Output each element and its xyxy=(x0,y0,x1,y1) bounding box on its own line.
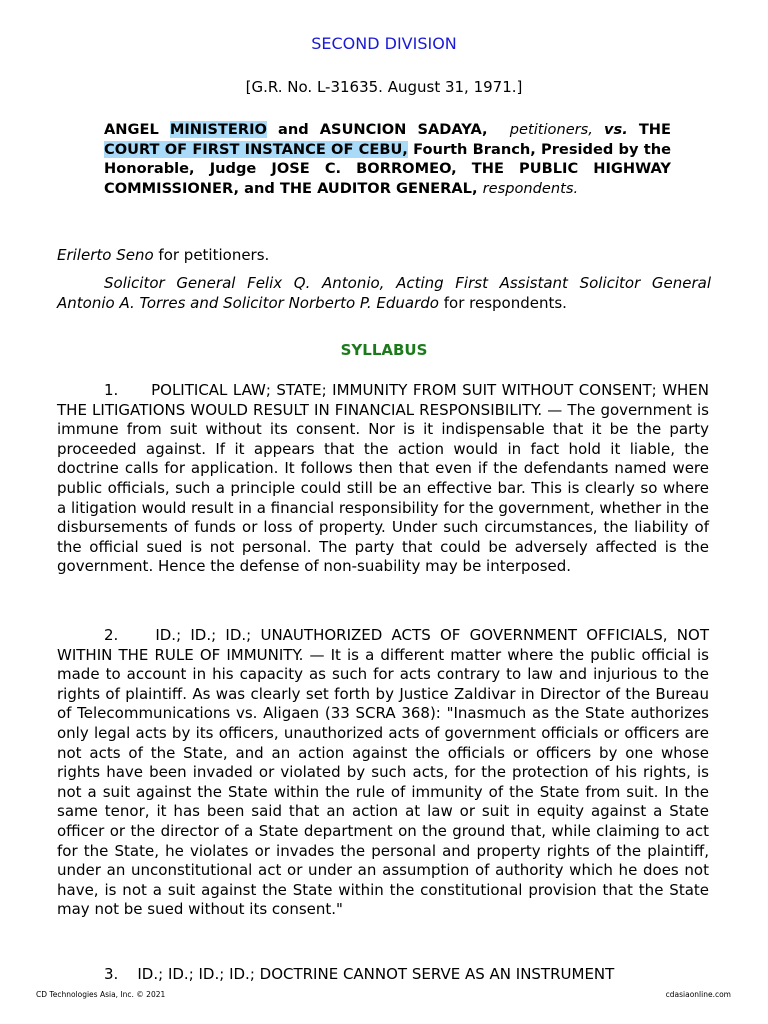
respondent-counsel: Solicitor General Felix Q. Antonio, Acting First Assistant Solicitor General Antonio A. Torres and Solicitor Norberto P. Eduardo xyxy=(57,274,711,312)
petitioner-counsel-suffix: for petitioners. xyxy=(153,246,270,264)
versus: vs. xyxy=(604,121,628,138)
case-number: [G.R. No. L-31635. August 31, 1971.] xyxy=(245,78,523,96)
petitioner-name-a: ANGEL xyxy=(104,121,170,138)
syllabus-paragraph-2: 2. ID.; ID.; ID.; UNAUTHORIZED ACTS OF GOVERNMENT OFFICIALS, NOT WITHIN THE RULE OF IMMUNITY. — It is a different matter where the public official is made to account in his capacity as such for acts contrary to law and injurious to the rights of plaintiff. As was clearly set forth by Justice Zaldivar in Director of the Bureau of Telecommunications vs. Aligaen (33 SCRA 368): "Inasmuch as the State authorizes only legal acts by its officers, unauthorized acts of government officials or officers are not acts of the State, and an action against the officials or officers by one whose rights have been invaded or violated by such acts, for the protection of his rights, is not a suit against the State within the rule of immunity of the State from suit. In the same tenor, it has been said that an action at law or suit in equity against a State officer or the director of a State department on the ground that, while claiming to act for the State, he violates or invades the personal and property rights of the plaintiff, under an unconstitutional act or under an assumption of authority which he does not have, is not a suit against the State within the constitutional provision that the State may not be sued without its consent." xyxy=(57,626,714,919)
respondent-counsel-line xyxy=(57,274,711,313)
petitioner-counsel: Erilerto Seno xyxy=(57,246,154,264)
the-word: THE xyxy=(638,121,671,138)
highlight-court[interactable]: COURT OF FIRST INSTANCE OF CEBU, xyxy=(104,140,408,158)
respondent-counsel-suffix: for respondents. xyxy=(438,293,567,312)
syllabus-paragraph-3: 3. ID.; ID.; ID.; ID.; DOCTRINE CANNOT SERVE AS AN INSTRUMENT xyxy=(104,965,615,983)
footer-copyright: CD Technologies Asia, Inc. © 2021 xyxy=(36,990,166,999)
respondent-names: Fourth Branch, Presided by the Honorable, Judge JOSE C. BORROMEO, THE PUBLIC HIGHWAY COMMISSIONER, and THE AUDITOR GENERAL, xyxy=(104,140,671,197)
petitioner-counsel-line xyxy=(57,246,711,266)
division-heading: SECOND DIVISION xyxy=(311,34,457,53)
respondents-label: respondents. xyxy=(482,179,579,197)
petitioner-name-b: and ASUNCION SADAYA, xyxy=(266,121,488,138)
petitioners-label: petitioners, xyxy=(509,121,593,138)
highlight-ministerio[interactable]: MINISTERIO xyxy=(169,121,267,138)
footer-site-link[interactable]: cdasiaonline.com xyxy=(665,990,731,999)
syllabus-heading: SYLLABUS xyxy=(340,341,428,359)
syllabus-paragraph-1: 1. POLITICAL LAW; STATE; IMMUNITY FROM SUIT WITHOUT CONSENT; WHEN THE LITIGATIONS WOULD RESULT IN FINANCIAL RESPONSIBILITY. — The government is immune from suit without its consent. Nor is it indispensable that it be the party proceeded against. If it appears that the action would in fact hold it liable, the doctrine calls for application. It follows then that even if the defendants named were public officials, such a principle could still be an effective bar. This is clearly so where a litigation would result in a financial responsibility for the government, whether in the disbursements of funds or loss of property. Under such circumstances, the liability of the official sued is not personal. The party that could be adversely affected is the government. Hence the defense of non-suability may be interposed. xyxy=(57,381,714,576)
case-caption xyxy=(104,120,671,198)
